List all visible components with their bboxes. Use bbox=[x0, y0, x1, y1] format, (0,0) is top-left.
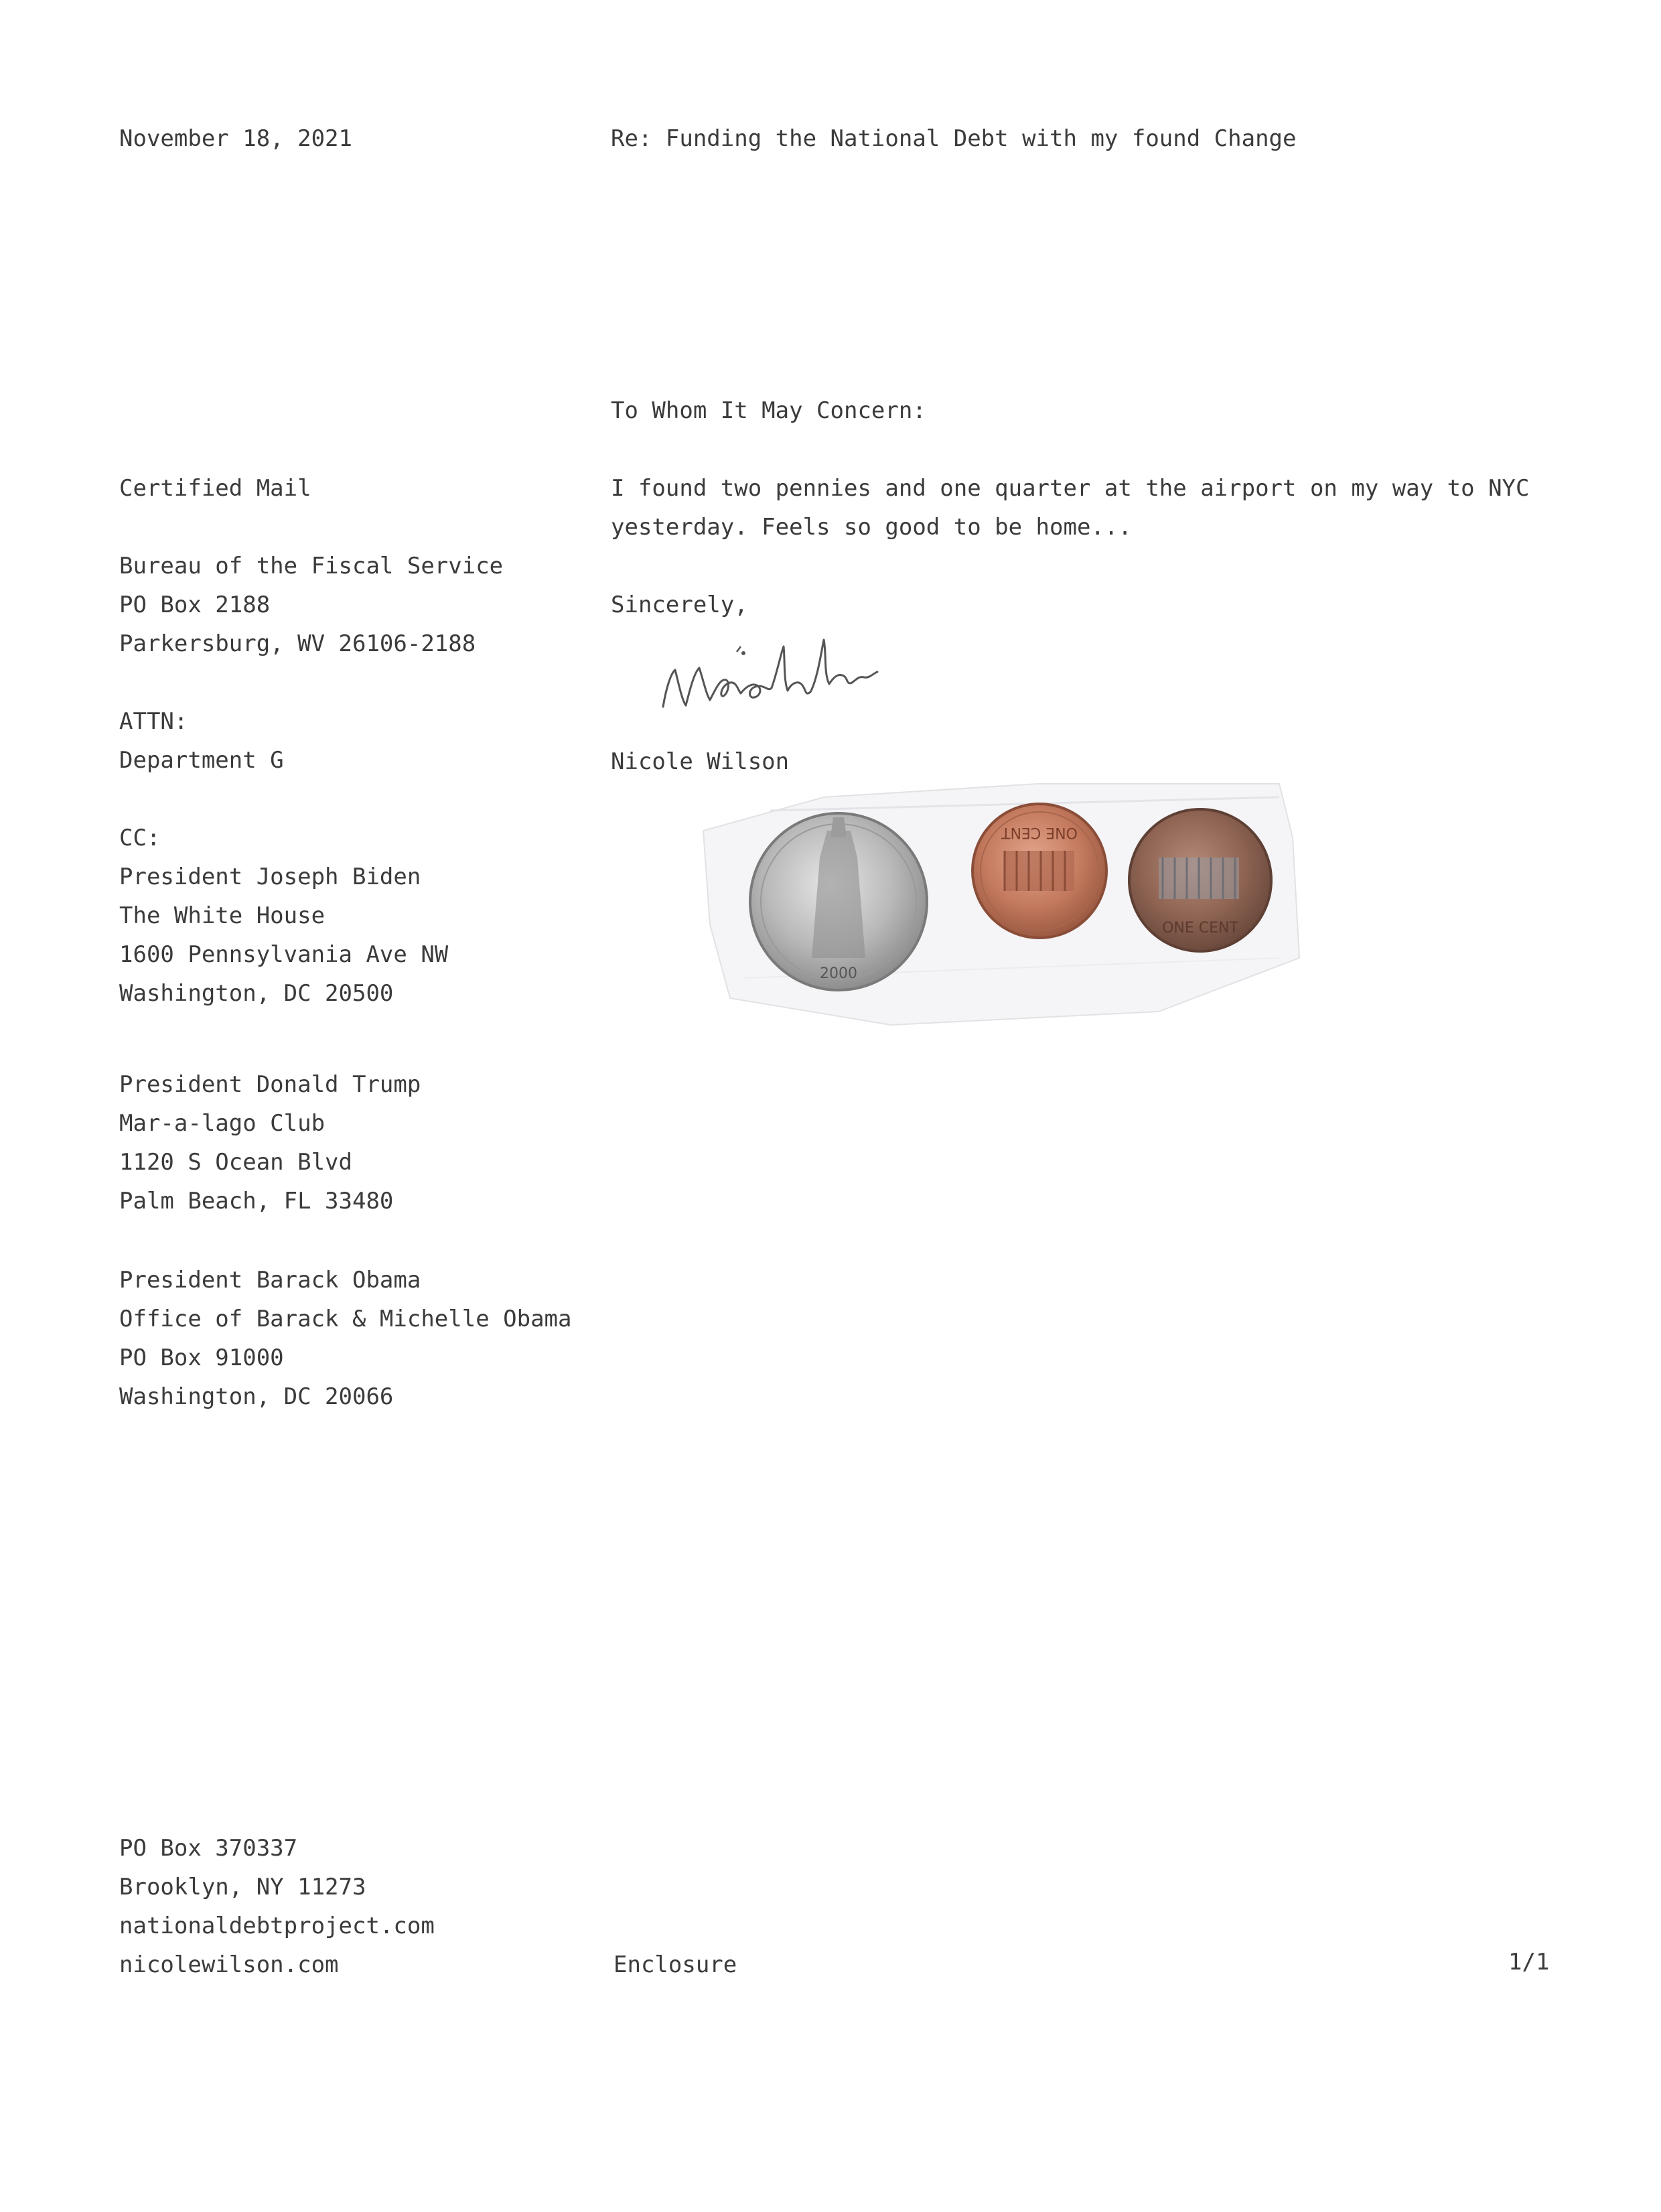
cc-line: Washington, DC 20066 bbox=[119, 1383, 394, 1410]
cc-line: PO Box 91000 bbox=[119, 1344, 284, 1371]
cc-line: Mar-a-lago Club bbox=[119, 1110, 326, 1137]
cc-line: President Barack Obama bbox=[119, 1267, 421, 1294]
sender-line: PO Box 370337 bbox=[119, 1835, 298, 1862]
quarter-year: 2000 bbox=[820, 965, 857, 982]
handwritten-signature bbox=[656, 626, 978, 727]
penny-text: ONE CENT bbox=[1162, 920, 1238, 937]
cc-block bbox=[119, 819, 448, 1013]
cc-line: Washington, DC 20500 bbox=[119, 980, 394, 1007]
coin-enclosure-image bbox=[690, 757, 1306, 1038]
penny-coin bbox=[1129, 809, 1271, 951]
cc-label: CC: bbox=[119, 825, 161, 851]
cc-line: 1600 Pennsylvania Ave NW bbox=[119, 941, 449, 968]
recipient-address bbox=[119, 547, 503, 663]
penny-coin bbox=[972, 804, 1106, 938]
address-line: PO Box 2188 bbox=[119, 592, 271, 618]
cc-line: 1120 S Ocean Blvd bbox=[119, 1149, 352, 1176]
quarter-coin bbox=[750, 813, 927, 990]
enclosure-label: Enclosure bbox=[613, 1951, 737, 1978]
cc-line: President Donald Trump bbox=[119, 1071, 421, 1098]
cc-line: The White House bbox=[119, 902, 326, 929]
body-line: I found two pennies and one quarter at the airport on my way to NYC bbox=[611, 475, 1530, 502]
cc-line: Palm Beach, FL 33480 bbox=[119, 1188, 394, 1215]
closing: Sincerely, bbox=[611, 592, 748, 618]
sender-website: nationaldebtproject.com bbox=[119, 1913, 435, 1939]
mailing-method: Certified Mail bbox=[119, 475, 311, 502]
letter-body bbox=[611, 469, 1529, 547]
letter-date: November 18, 2021 bbox=[119, 125, 352, 152]
sender-website: nicolewilson.com bbox=[119, 1951, 339, 1978]
body-line: yesterday. Feels so good to be home... bbox=[611, 514, 1132, 541]
cc-line: President Joseph Biden bbox=[119, 863, 421, 890]
page-number: 1/1 bbox=[1508, 1949, 1550, 1976]
attention-label: ATTN: bbox=[119, 708, 188, 735]
greeting: To Whom It May Concern: bbox=[611, 397, 926, 424]
letter-subject: Re: Funding the National Debt with my found Change bbox=[611, 125, 1297, 152]
sender-address bbox=[119, 1829, 435, 1984]
address-line: Parkersburg, WV 26106-2188 bbox=[119, 630, 476, 657]
attention-value: Department G bbox=[119, 747, 284, 774]
cc-recipient-trump bbox=[119, 1065, 421, 1221]
cc-line: Office of Barack & Michelle Obama bbox=[119, 1306, 572, 1332]
penny-text: ONE CENT bbox=[1001, 824, 1078, 841]
address-line: Bureau of the Fiscal Service bbox=[119, 553, 504, 579]
cc-recipient-obama bbox=[119, 1261, 572, 1416]
attention-block bbox=[119, 702, 284, 780]
signature-name: Nicole Wilson bbox=[611, 748, 790, 775]
sender-line: Brooklyn, NY 11273 bbox=[119, 1874, 366, 1900]
